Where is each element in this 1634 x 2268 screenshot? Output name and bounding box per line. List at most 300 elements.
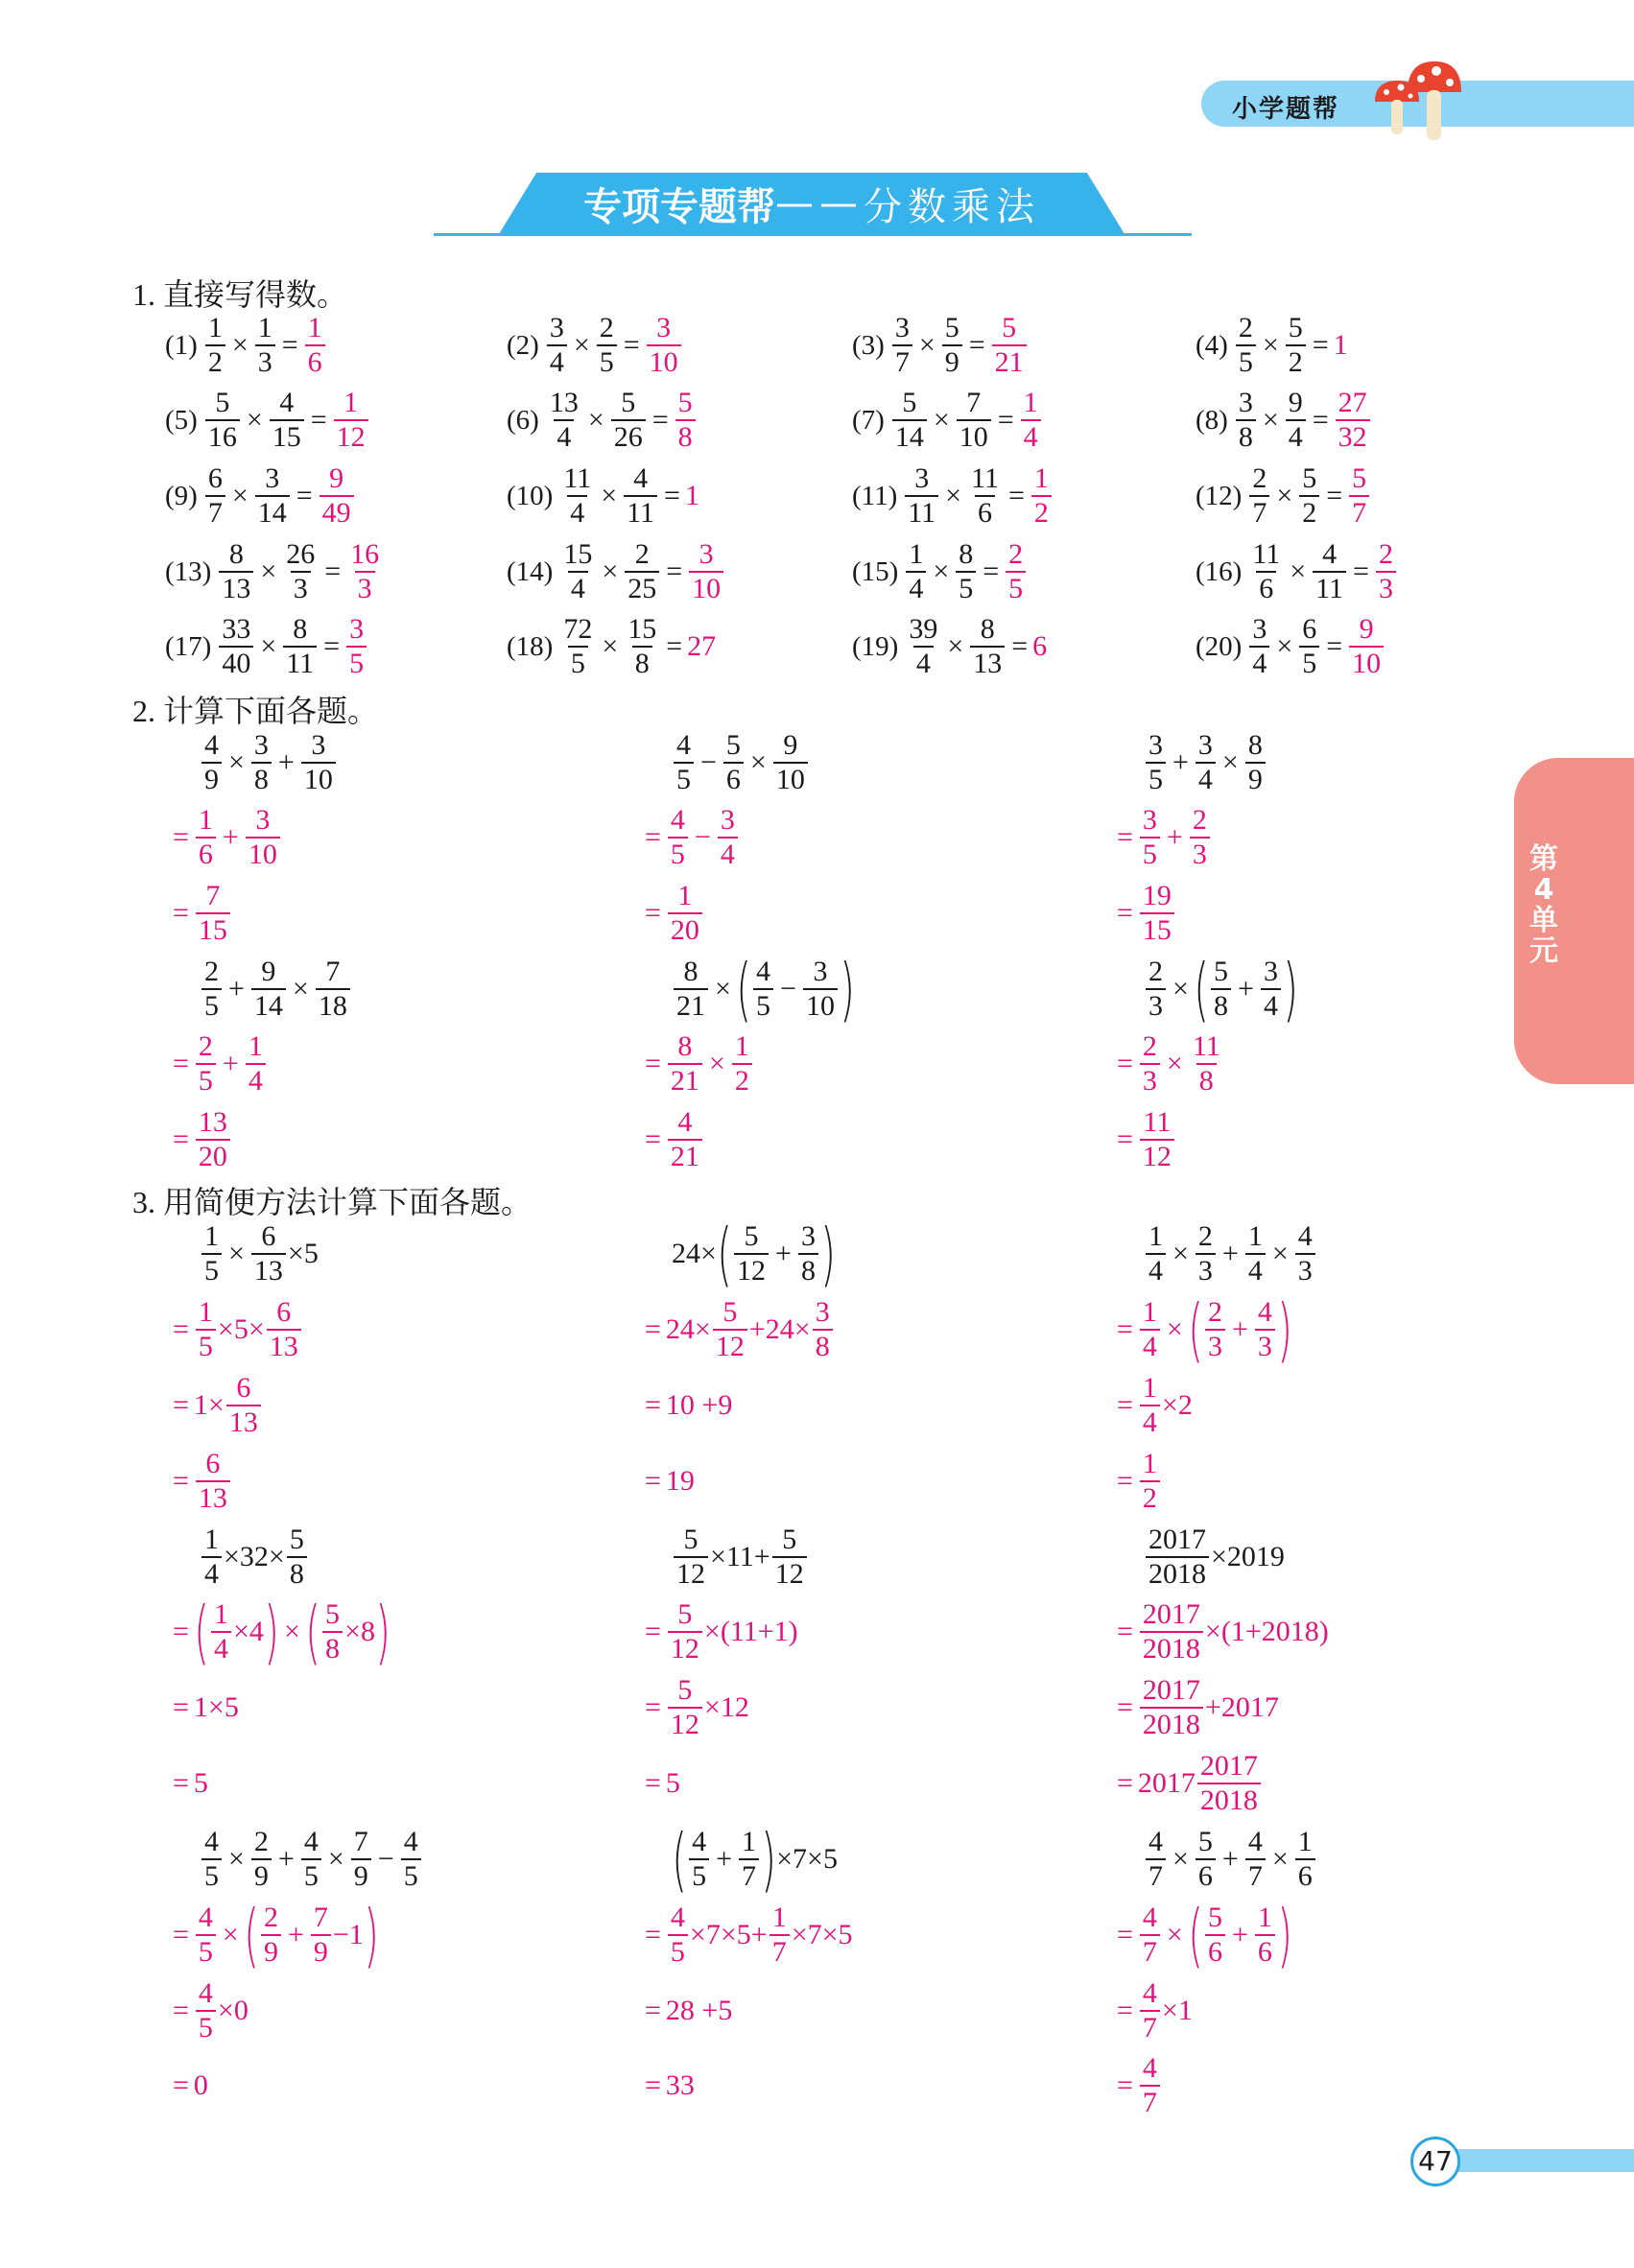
term: ×7×5	[791, 1919, 853, 1950]
fraction	[968, 462, 1002, 530]
equals-sign: =	[645, 1691, 661, 1723]
operator: ×	[260, 630, 277, 662]
fraction	[1196, 729, 1216, 796]
fraction	[261, 1902, 281, 1969]
item-number: (17)	[165, 630, 212, 662]
denominator: 4	[906, 571, 926, 605]
solution-step	[173, 1592, 391, 1672]
solution-step	[1117, 1895, 1292, 1975]
numerator: 3	[813, 956, 828, 987]
operator: ×	[749, 746, 767, 778]
denominator: 21	[668, 1139, 702, 1173]
numerator: 3	[800, 1220, 816, 1252]
denominator: 10	[773, 762, 808, 796]
operator: +	[1166, 821, 1183, 853]
denominator: 11	[283, 646, 317, 680]
numerator: 8	[1247, 729, 1263, 761]
denominator: 2	[1286, 344, 1306, 379]
denominator: 8	[251, 762, 272, 796]
fraction	[1236, 312, 1256, 379]
fraction	[597, 312, 617, 379]
denominator: 5	[668, 1934, 688, 1969]
denominator: 11	[1313, 571, 1346, 605]
denominator: 8	[1211, 988, 1231, 1023]
numerator: 9	[1288, 387, 1303, 418]
operator: ×	[947, 630, 964, 662]
solution-step	[173, 1971, 249, 2051]
denominator: 7	[1140, 2010, 1160, 2044]
denominator: 18	[316, 988, 350, 1023]
answer	[1347, 613, 1385, 680]
term: 24×	[672, 1238, 717, 1269]
equals-sign: =	[645, 897, 661, 929]
fraction	[301, 1826, 321, 1893]
fraction	[1205, 1902, 1225, 1969]
fraction	[560, 538, 595, 605]
fraction	[346, 613, 367, 680]
denominator: 7	[1140, 1934, 1160, 1969]
term: +24×	[748, 1313, 811, 1345]
fraction	[718, 804, 738, 871]
numerator: 2	[198, 1030, 213, 1062]
term: 24×	[665, 1313, 711, 1345]
fraction	[301, 729, 336, 796]
solution-step	[645, 873, 704, 954]
fraction	[1146, 956, 1166, 1023]
answer	[1030, 462, 1054, 530]
equals-sign: =	[173, 1995, 189, 2026]
equals-sign: =	[310, 404, 327, 436]
equals-sign: =	[1326, 480, 1343, 511]
fraction	[668, 804, 688, 871]
denominator: 5	[201, 1253, 222, 1288]
fraction	[647, 312, 681, 379]
problem-item	[165, 380, 370, 461]
denominator: 14	[892, 419, 927, 454]
fraction	[1146, 1826, 1166, 1893]
denominator: 7	[1349, 495, 1369, 530]
denominator: 6	[1196, 1858, 1216, 1893]
denominator: 25	[625, 571, 659, 605]
fraction	[892, 312, 912, 379]
answer	[1019, 387, 1043, 454]
term: 2017	[1137, 1767, 1196, 1799]
parenthesis: (	[244, 1895, 259, 1975]
numerator: 1	[343, 387, 359, 418]
operator: ×	[1271, 1238, 1289, 1269]
fraction	[201, 729, 222, 796]
problem-item	[507, 606, 716, 687]
fraction	[196, 1977, 216, 2044]
term: 1	[684, 480, 699, 511]
numerator: 8	[980, 613, 995, 645]
denominator: 3	[1255, 1329, 1275, 1363]
term: ×0	[217, 1995, 249, 2026]
equals-sign: =	[1117, 1616, 1133, 1647]
term: 6	[1032, 630, 1048, 662]
numerator: 6	[276, 1296, 292, 1328]
numerator: 7	[353, 1826, 368, 1857]
term: −1	[332, 1919, 364, 1950]
numerator: 11	[971, 462, 999, 494]
fraction	[992, 312, 1027, 379]
solution-step	[645, 1024, 754, 1104]
problem-expression	[672, 949, 855, 1029]
numerator: 5	[683, 1524, 699, 1555]
denominator: 4	[1286, 419, 1306, 454]
solution-step	[173, 797, 282, 878]
fraction	[1249, 538, 1283, 605]
problem-item	[165, 606, 368, 687]
fraction	[674, 729, 694, 796]
problem-expression	[200, 1517, 309, 1597]
numerator: 1	[214, 1598, 229, 1630]
fraction	[1140, 1977, 1160, 2044]
fraction	[351, 1826, 371, 1893]
denominator: 8	[287, 1556, 307, 1591]
fraction	[1255, 1296, 1275, 1363]
problem-item	[852, 305, 1029, 386]
numerator: 2017	[1142, 1598, 1200, 1630]
numerator: 2	[1207, 1296, 1222, 1328]
numerator: 4	[204, 1826, 219, 1857]
problem-item	[507, 380, 698, 461]
denominator: 10	[301, 762, 336, 796]
numerator: 4	[670, 804, 685, 836]
parenthesis: (	[305, 1592, 320, 1672]
term: ×7×5	[776, 1843, 838, 1875]
denominator: 9	[351, 1858, 371, 1893]
denominator: 14	[255, 495, 290, 530]
denominator: 2	[1140, 1480, 1160, 1515]
fraction	[1295, 1220, 1315, 1288]
fraction	[668, 1106, 702, 1173]
equals-sign: =	[1117, 1465, 1133, 1497]
denominator: 8	[1196, 1063, 1217, 1098]
unit-tab-label	[1522, 844, 1566, 967]
numerator: 5	[1214, 956, 1229, 987]
numerator: 2	[1238, 312, 1253, 343]
term: 5	[193, 1767, 208, 1799]
numerator: 7	[205, 880, 221, 911]
denominator: 21	[992, 344, 1027, 379]
equals-sign: =	[1117, 1995, 1133, 2026]
denominator: 7	[770, 1934, 790, 1969]
answer	[685, 480, 699, 512]
numerator: 4	[1142, 1977, 1157, 2009]
problem-expression	[672, 1517, 809, 1597]
denominator: 5	[689, 1858, 709, 1893]
denominator: 8	[632, 646, 652, 680]
problem-expression	[1144, 1214, 1317, 1294]
fraction	[246, 1030, 266, 1098]
item-number: (8)	[1196, 404, 1228, 436]
answer	[345, 538, 384, 605]
numerator: 2	[1008, 538, 1024, 570]
denominator: 4	[1140, 1329, 1160, 1363]
fraction	[772, 1524, 807, 1591]
equals-sign: =	[997, 404, 1014, 436]
unit-tab-char: 第	[1529, 842, 1558, 876]
numerator: 1	[1257, 1902, 1272, 1933]
operator: ×	[1166, 1048, 1183, 1079]
fraction	[1140, 880, 1174, 947]
equals-sign: =	[1117, 1389, 1133, 1421]
operator: ×	[246, 404, 263, 436]
term: ×2019	[1211, 1541, 1285, 1572]
operator: +	[287, 1919, 304, 1950]
denominator: 6	[305, 344, 325, 379]
denominator: 5	[1146, 762, 1166, 796]
item-number: (7)	[852, 404, 885, 436]
parenthesis: (	[194, 1592, 209, 1672]
term: ×7×5+	[689, 1919, 768, 1950]
solution-step	[173, 1667, 239, 1748]
operator: ×	[918, 329, 935, 361]
fraction	[1245, 1220, 1266, 1288]
denominator: 6	[1256, 571, 1276, 605]
denominator: 5	[597, 344, 617, 379]
denominator: 4	[246, 1063, 266, 1098]
numerator: 7	[313, 1902, 328, 1933]
operator: ×	[587, 404, 604, 436]
fraction	[255, 312, 275, 379]
term: 1×	[193, 1389, 225, 1421]
denominator: 4	[913, 646, 934, 680]
denominator: 9	[201, 762, 222, 796]
denominator: 8	[798, 1253, 818, 1288]
numerator: 3	[720, 804, 735, 836]
problem-item	[852, 532, 1028, 612]
numerator: 39	[909, 613, 938, 645]
numerator: 3	[255, 804, 271, 836]
equals-sign: =	[1117, 1691, 1133, 1723]
answer	[303, 312, 327, 379]
fraction	[205, 462, 225, 530]
fraction	[1140, 1448, 1160, 1515]
equals-sign: =	[666, 555, 683, 587]
denominator: 13	[251, 1253, 286, 1288]
solution-step	[645, 1743, 680, 1824]
numerator: 15	[628, 613, 657, 645]
fraction	[674, 1524, 708, 1591]
fraction	[1140, 1372, 1160, 1439]
numerator: 1	[1033, 462, 1049, 494]
fraction	[334, 387, 368, 454]
numerator: 8	[677, 1030, 693, 1062]
parenthesis: )	[364, 1895, 379, 1975]
denominator: 5	[1006, 571, 1026, 605]
item-number: (16)	[1196, 555, 1243, 587]
fraction	[668, 1902, 688, 1969]
term: ×8	[344, 1616, 375, 1647]
numerator: 11	[1252, 538, 1281, 570]
fraction	[970, 613, 1005, 680]
numerator: 4	[303, 1826, 319, 1857]
numerator: 2	[1142, 1030, 1157, 1062]
denominator: 20	[668, 912, 702, 947]
denominator: 2	[1299, 495, 1319, 530]
denominator: 2018	[1197, 1783, 1261, 1817]
denominator: 5	[201, 1858, 222, 1893]
numerator: 4	[677, 1106, 693, 1138]
solution-step	[645, 1289, 835, 1370]
numerator: 11	[563, 462, 592, 494]
numerator: 5	[325, 1598, 341, 1630]
numerator: 8	[959, 538, 974, 570]
equals-sign: =	[645, 1048, 661, 1079]
operator: ×	[327, 1843, 344, 1875]
denominator: 2018	[1146, 1556, 1209, 1591]
fraction	[734, 1220, 769, 1288]
problem-item	[1196, 532, 1398, 612]
equals-sign: =	[983, 555, 1000, 587]
solution-step	[173, 1441, 232, 1522]
item-number: (20)	[1196, 630, 1243, 662]
equals-sign: =	[623, 329, 640, 361]
fraction	[1299, 462, 1319, 530]
numerator: 1	[198, 1296, 213, 1328]
equals-sign: =	[666, 630, 683, 662]
numerator: 3	[1238, 387, 1253, 418]
fraction	[957, 387, 991, 454]
fraction	[1249, 462, 1269, 530]
solution-step	[645, 1971, 732, 2051]
unit-tab-char: 单	[1529, 904, 1558, 937]
numerator: 15	[563, 538, 593, 570]
equals-sign: =	[645, 2069, 661, 2101]
numerator: 11	[1192, 1030, 1220, 1062]
denominator: 3	[291, 571, 311, 605]
fraction	[205, 387, 240, 454]
equals-sign: =	[645, 1313, 661, 1345]
denominator: 5	[401, 1858, 421, 1893]
operator: ×	[260, 555, 277, 587]
fraction	[283, 538, 318, 605]
fraction	[201, 1220, 222, 1288]
problem-item	[1196, 606, 1385, 687]
item-number: (2)	[507, 329, 539, 361]
denominator: 6	[1255, 1934, 1275, 1969]
section-1-heading: 1. 直接写得数。	[132, 277, 348, 312]
answer	[344, 613, 368, 680]
fraction	[1249, 613, 1269, 680]
fraction	[560, 613, 595, 680]
operator: ×	[228, 1843, 245, 1875]
parenthesis: (	[717, 1214, 732, 1294]
fraction	[320, 462, 354, 530]
fraction	[1245, 1826, 1266, 1893]
denominator: 4	[567, 495, 587, 530]
equals-sign: =	[645, 821, 661, 853]
operator: +	[222, 821, 239, 853]
fraction	[1205, 1296, 1225, 1363]
denominator: 13	[219, 571, 253, 605]
fraction	[732, 1030, 752, 1098]
fraction	[1261, 956, 1281, 1023]
numerator: 4	[1257, 1296, 1272, 1328]
equals-sign: =	[651, 404, 669, 436]
operator: +	[1221, 1843, 1239, 1875]
fraction	[770, 1902, 790, 1969]
fraction	[1146, 1524, 1209, 1591]
denominator: 3	[1295, 1253, 1315, 1288]
numerator: 4	[633, 462, 649, 494]
equals-sign: =	[1117, 821, 1133, 853]
denominator: 5	[346, 646, 367, 680]
denominator: 15	[270, 419, 304, 454]
equals-sign: =	[1117, 1767, 1133, 1799]
denominator: 7	[739, 1858, 759, 1893]
denominator: 10	[1349, 646, 1384, 680]
operator: +	[277, 1843, 295, 1875]
fraction	[905, 462, 938, 530]
numerator: 7	[966, 387, 982, 418]
problem-expression	[1144, 1517, 1285, 1597]
numerator: 8	[293, 613, 308, 645]
fraction	[803, 956, 838, 1023]
unit-tab-char: 元	[1529, 934, 1558, 968]
equals-sign: =	[324, 555, 342, 587]
numerator: 4	[1297, 1220, 1313, 1252]
numerator: 2	[599, 312, 614, 343]
denominator: 13	[970, 646, 1005, 680]
operator: +	[277, 746, 295, 778]
problem-expression	[1144, 1819, 1317, 1900]
denominator: 6	[975, 495, 995, 530]
numerator: 5	[1302, 462, 1317, 494]
fraction	[1196, 1826, 1216, 1893]
fraction	[773, 729, 808, 796]
numerator: 7	[325, 956, 341, 987]
denominator: 4	[1021, 419, 1041, 454]
equals-sign: =	[664, 480, 680, 511]
numerator: 3	[265, 462, 280, 494]
numerator: 5	[744, 1220, 759, 1252]
equals-sign: =	[173, 1048, 189, 1079]
term: ×5×	[217, 1313, 265, 1345]
operator: ×	[933, 404, 950, 436]
operator: ×	[1172, 1238, 1189, 1269]
term: 19	[665, 1465, 695, 1497]
fraction	[322, 1598, 343, 1666]
fraction	[196, 1030, 216, 1098]
mushroom-icon	[1348, 56, 1463, 147]
fraction	[1236, 387, 1256, 454]
equals-sign: =	[645, 1995, 661, 2026]
fraction	[196, 1448, 230, 1515]
equals-sign: =	[1326, 630, 1343, 662]
item-number: (1)	[165, 329, 198, 361]
parenthesis: )	[1277, 1895, 1292, 1975]
fraction	[1146, 729, 1166, 796]
item-number: (9)	[165, 480, 198, 511]
fraction	[226, 1372, 261, 1439]
numerator: 4	[1247, 1826, 1263, 1857]
fraction	[305, 312, 325, 379]
numerator: 6	[1302, 613, 1317, 645]
term: 10 +9	[665, 1389, 733, 1421]
denominator: 9	[251, 1858, 272, 1893]
term: 28 +5	[665, 1995, 733, 2026]
denominator: 16	[205, 419, 240, 454]
numerator: 5	[902, 387, 917, 418]
denominator: 4	[568, 571, 588, 605]
numerator: 1	[771, 1902, 787, 1933]
brand-label: 小学题帮	[1232, 95, 1340, 124]
equals-sign: =	[173, 821, 189, 853]
denominator: 4	[547, 344, 567, 379]
